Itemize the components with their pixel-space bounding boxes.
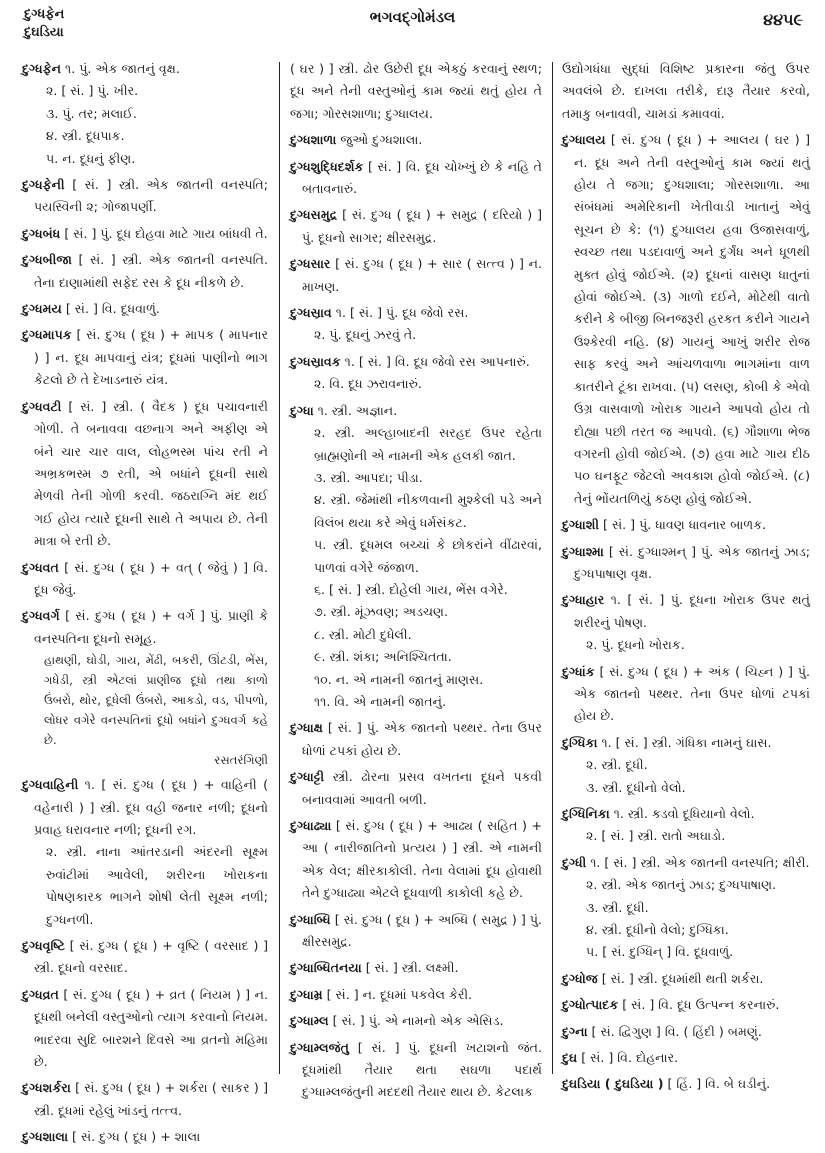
entry-headword: દુગ્ધાટ્ટી <box>290 769 325 785</box>
entry-headword: દુગ્ધસ્રાવ <box>290 305 332 321</box>
entry-sense: ૫. ન. દૂધનું ફીણ. <box>46 150 136 166</box>
entry-headword: દુગ્ધશાળા <box>290 132 337 148</box>
entry-text: [ સં. દુગ્ધ ( દૂધ ) + આઢ્ય ( સહિત ) + આ ( નારીજાતિનો પ્રત્યય ) ] સ્ત્રી. એ નામની એક વેલ; ક્ષીરકાકોલી. તેના વેલામાં દૂધ હોવાથી તેને દુગ્ધાઢ્યા એટલે દૂધવાળી કાકોલી કહે છે. <box>302 818 542 901</box>
entry-headword: દુગ્ધસાર <box>290 256 331 272</box>
entry-text: [ સં. ] પું. દૂધની ખટાશનો જંત. દૂધમાંથી તૈયાર થતા સઘળા પદાર્થ દુગ્ધામ્લજંતુની મદદથી તૈયાર થાય છે. કેટલાક <box>302 1039 542 1100</box>
entry-text: [ સં. ] સ્ત્રી. લક્ષ્મી. <box>361 960 459 976</box>
entry-sense: ૭. સ્ત્રી. મૂંઝવણ; અડચણ. <box>314 604 449 620</box>
first-guide-word: દુગ્ધફેન <box>24 7 65 22</box>
entry-definition <box>22 396 268 553</box>
entry-definition <box>22 298 268 320</box>
entry-headword: દુગ્ધાશી <box>562 517 600 533</box>
entry-text: ૧. [ સં. ] પું. દૂધ જેવો રસ. <box>331 305 469 321</box>
entry-definition <box>22 1077 268 1122</box>
entry-text: [ સં. ] પું. ધાવણ ધાવનાર બાળક. <box>599 517 767 533</box>
entry-text: ૧. [ સં. દુગ્ધ ( દૂધ ) + વાહિની ( વહેનારી ) ] સ્ત્રી. દૂધ વહી જનાર નળી; દૂધનો પ્રવાહ ધરાવનાર નળી; દૂધની રગ. <box>34 777 268 837</box>
entry-sense: ૨. પું. દૂધનું ઝરવું તે. <box>314 327 417 343</box>
dictionary-entry <box>22 1077 268 1122</box>
entry-headword: દુગ્ધસ્રાવક <box>290 353 341 369</box>
entry-text: ૧. [ સં. ] સ્ત્રી. એક જાતની વનસ્પતિ; ક્ષીરી. <box>586 854 810 870</box>
entry-definition <box>290 1037 542 1104</box>
entry-definition <box>22 557 268 602</box>
entry-definition <box>22 58 268 80</box>
entry-definition <box>22 1126 268 1148</box>
entry-text: ૧. [ સં. ] પું. દૂધના ખોરાક ઉપર થતું શરીરનું પોષણ. <box>574 592 810 630</box>
entry-headword: દુગ્ધફેન <box>22 61 62 76</box>
dictionary-column-1 <box>22 58 268 1153</box>
entry-headword: દુઘડિયા ( દુઘડિયા ) <box>562 1076 664 1092</box>
entry-text: [ સં. દુગ્ધ ( દૂધ ) + વૃષ્ટિ ( વરસાદ ) ] સ્ત્રી. દૂધનો વરસાદ. <box>34 938 268 976</box>
entry-definition <box>290 253 542 298</box>
dictionary-entry <box>290 156 542 201</box>
entry-quotation <box>34 650 268 770</box>
entry-definition <box>290 717 542 762</box>
dictionary-entry <box>22 249 268 294</box>
entry-headword: દુગ્ધશાલા <box>22 1129 69 1145</box>
dictionary-entry <box>290 717 542 762</box>
entry-text: [ સં. ] વિ. દૂધ ઉત્પન્ન કરનારું. <box>618 997 780 1013</box>
entry-sense: ૫. સ્ત્રી. દૂધમલ બચ્ચાં કે છોકરાંને વીંઢારવાં, પાળવાં વગેરે જંજાળ. <box>314 537 542 575</box>
entry-definition <box>290 400 542 422</box>
entry-text: ૧. પું. એક જાતનું વૃક્ષ. <box>61 61 180 76</box>
dictionary-entry <box>22 396 268 553</box>
entry-definition <box>22 605 268 650</box>
continued-text: ( ઘર ) ] સ્ત્રી. ઢોર ઉછેરી દૂધ એકઠું કરવાનું સ્થળ; દૂધ અને તેની વસ્તુઓનું કામ જ્યાં થતું હોય તે જગા; ગોરસશાળા; દુગ્ધાલય. <box>290 61 542 121</box>
entry-headword: દુગ્ધમાપક <box>22 327 72 343</box>
entry-text: [ સં. દુગ્ધ ( દૂધ ) + માપક ( માપનાર ) ] ન. દૂધ માપવાનું યંત્ર; દૂધમાં પાણીનો ભાગ કેટલો છે તે દેખાડનારું યંત્ર. <box>34 327 268 388</box>
entry-headword: દુગ્ધવાહિની <box>22 777 79 793</box>
entry-headword: દુગ્ધાંક <box>562 663 595 679</box>
entry-definition <box>290 156 542 201</box>
page-number: ૪૪૫૯ <box>763 10 803 29</box>
entry-headword: દુગ્ધા <box>290 402 314 418</box>
entry-headword: દુગ્ધફેની <box>22 177 65 193</box>
entry-definition <box>562 129 810 510</box>
entry-headword: દુગ્ધોજ <box>562 970 598 986</box>
entry-sense: ૩. પું. તર; મલાઈ. <box>46 105 137 121</box>
entry-text: [ સં. ] પું. એક જાતનો પથ્થર. તેના ઉપર ધોળાં ટપકાં હોય છે. <box>302 720 542 758</box>
dictionary-entry <box>562 732 810 799</box>
entry-definition <box>562 1047 810 1069</box>
entry-headword: દુગ્ધબીજા <box>22 252 72 268</box>
dictionary-entry <box>290 1010 542 1032</box>
dictionary-entry <box>562 514 810 536</box>
dictionary-entry <box>22 935 268 980</box>
entry-sense: ૧૧. વિ. એ નામની જાતનું. <box>314 693 446 709</box>
dictionary-entry <box>562 661 810 728</box>
entry-definition <box>562 1021 810 1043</box>
entry-text: [ સં. ] વિ. દૂધ ચોખ્ખું છે કે નહિ તે બતાવનારું. <box>302 158 542 197</box>
entry-definition <box>290 957 542 979</box>
entry-text: [ સં. દ્વિગુણ ] વિ. ( હિંદી ) બમણું. <box>587 1023 762 1039</box>
entry-headword: દુગ્ધશર્કરા <box>22 1080 71 1096</box>
entry-definition <box>290 984 542 1006</box>
entry-headword: દુગ્ધમય <box>22 301 62 317</box>
entry-headword: દુગ્ધાહાર <box>562 592 605 608</box>
entry-definition <box>22 174 268 219</box>
entry-definition <box>22 984 268 1074</box>
entry-definition <box>562 994 810 1016</box>
entry-definition <box>290 351 542 373</box>
entry-sense: ૧૦. ન. એ નામની જાતનું માણસ. <box>314 671 484 687</box>
entry-headword: દુગ્ધસમુદ્ર <box>290 207 338 223</box>
entry-headword: દુગ્ધશુદ્ધિદર્શક <box>290 158 364 174</box>
entry-text: [ સં. દુગ્ધ ( દૂધ ) + વર્ગ ] પું. પ્રાણી કે વનસ્પતિના દૂધનો સમૂહ. <box>34 608 268 646</box>
entry-text: [ સં. દુગ્ધ ( દૂધ ) + વત્ ( જેવું ) ] વિ. દૂધ જેવું. <box>34 559 268 597</box>
entry-text: [ સં. દુગ્ધ ( દૂધ ) + શાલા <box>68 1129 201 1145</box>
entry-sense: ૪. સ્ત્રી. દૂધપાક. <box>46 128 125 144</box>
dictionary-entry <box>22 298 268 320</box>
dictionary-entry <box>562 1047 810 1069</box>
dictionary-entry <box>562 129 810 510</box>
entry-text: [ સં. દુગ્ધ ( દૂધ ) + વ્રત ( નિયમ ) ] ન. દૂધથી બનેલી વસ્તુઓનો ત્યાગ કરવાનો નિયમ. ભાદરવા સુદિ બારશને દિવસે આ વ્રતનો મહિમા છે. <box>34 986 268 1070</box>
column-divider <box>552 62 553 1074</box>
entry-text: [ સં. દુગ્ધ ( દૂધ ) + અંક ( ચિહ્ન ) ] પું. એક જાતનો પથ્થર. તેના ઉપર ધોળાં ટપકાં હોય છે. <box>574 663 810 724</box>
entry-text: [ હિં. ] વિ. બે ઘડીનું. <box>663 1076 771 1092</box>
entry-definition <box>562 803 810 825</box>
entry-headword: દુગ્ધાક્ષ <box>290 720 323 736</box>
entry-headword: દુગ્ધાબ્ધિતનયા <box>290 960 362 976</box>
entry-text: [ સં. દુગ્ધ ( દૂધ ) + શર્કરા ( સાકર ) ] સ્ત્રી. દૂધમાં રહેલું ખાંડનું તત્ત્વ. <box>34 1080 268 1118</box>
entry-headword: દુગ્ધાલય <box>562 132 606 148</box>
entry-definition <box>22 223 268 245</box>
dictionary-entry <box>22 774 268 931</box>
entry-headword: દુગ્ધાઢ્યા <box>290 818 332 833</box>
entry-sense: ૨. સ્ત્રી. નાના આંતરડાની અંદરની સૂક્ષ્મ રુવાંટીમાં આવેલી, શરીરના ખોરાકના પોષણકારક ભાગને શોષી લેતી સૂક્ષ્મ નળી; દુગ્ધનળી. <box>46 844 268 927</box>
entry-headword: દુગ્ધિકા <box>562 734 598 750</box>
entry-sense: ૨. સ્ત્રી. અલ્હાબાદની સરહદ ઉપર રહેતા બ્રાહ્મણોની એ નામની એક હલકી જાત. <box>314 425 542 463</box>
dictionary-entry <box>562 589 810 656</box>
entry-sense: ૨. [ સં. ] પું. ખીર. <box>46 83 139 99</box>
entry-definition <box>562 661 810 728</box>
dictionary-entry <box>290 1037 542 1104</box>
column-divider <box>279 62 280 1074</box>
book-title: ભગવદ્ગોમંડલ <box>369 8 456 26</box>
quotation-text: હાથણી, ઘોડી, ગાય, મેંઢી, બકરી, ઊંટડી, ભેંસ, ગધેડી, સ્ત્રી એટલાં પ્રાણીજ દૂધો તથા કાળો ઉંબરો, થોર, દૂધેલી ઉંબરો, આકડો, વડ, પીપળો, લોધર વગેરે વનસ્પતિનાં દૂધો બધાંને દુગ્ધવર્ગ કહે છે. <box>44 653 268 748</box>
entry-sense: ૬. [ સં. ] સ્ત્રી. દોહેલી ગાય, ભેંસ વગેરે. <box>314 581 508 597</box>
entry-definition <box>290 815 542 905</box>
dictionary-entry <box>562 803 810 848</box>
entry-definition <box>290 766 542 811</box>
entry-text: [ સં. ] પું. એ નામનો એક એસિડ. <box>328 1013 504 1029</box>
entry-definition <box>290 302 542 324</box>
entry-definition <box>562 1073 810 1095</box>
entry-sense: ૪. સ્ત્રી. જેમાંથી નીકળવાની મુશ્કેલી પડે અને વિલંબ થયા કરે એવું ધર્મસંકટ. <box>314 492 542 530</box>
entry-sense: ૪. સ્ત્રી. દૂધીનો વેલો; દુગ્ધિકા. <box>586 922 729 938</box>
entry-definition <box>562 968 810 990</box>
entry-headword: દુગ્ધી <box>562 854 587 870</box>
entry-sense: ૩. સ્ત્રી. આપદા; પીડા. <box>314 469 423 485</box>
dictionary-entry <box>290 129 542 151</box>
entry-text: [ સં. ] પું. દૂધ દોહવા માટે ગાય બાંધવી તે. <box>60 225 268 241</box>
entry-headword: દુગ્ધવર્ગ <box>22 608 60 624</box>
entry-text: ૧. [ સં. ] વિ. દૂધ જેવો રસ આપનારું. <box>340 353 530 369</box>
entry-text: [ સં. દુગ્ધ ( દૂધ ) + સાર ( સત્ત્વ ) ] ન. માખણ. <box>302 256 542 294</box>
entry-definition <box>562 541 810 586</box>
entry-sense: ૨. વિ. દૂધ ઝરાવનારું. <box>314 376 422 392</box>
dictionary-entry <box>562 968 810 990</box>
dictionary-entry <box>22 1126 268 1148</box>
dictionary-entry <box>290 400 542 714</box>
dictionary-entry <box>290 351 542 396</box>
entry-text: [ સં. ] સ્ત્રી. એક જાતની વનસ્પતિ. તેના દાણામાંથી સફેદ રસ કે દૂધ નીકળે છે. <box>34 252 268 290</box>
entry-headword: દુગ્ધવ્રત <box>22 986 59 1002</box>
dictionary-entry <box>290 204 542 249</box>
entry-headword: દુઘ <box>562 1050 578 1066</box>
entry-sense: ૩. સ્ત્રી. દૂધી. <box>586 899 649 915</box>
dictionary-entry <box>22 605 268 770</box>
entry-headword: દુગ્ધવૃષ્ટિ <box>22 938 65 953</box>
entry-sense: ૫. [ સં. દુગ્ધિન્ ] વિ. દૂધવાળું. <box>586 944 734 960</box>
entry-text: [ સં. ] વિ. દૂધવાળું. <box>61 301 160 317</box>
entry-text: [ સં. દુગ્ધ ( દૂધ ) + અબ્ધિ ( સમુદ્ર ) ] પું. ક્ષીરસમુદ્ર. <box>302 911 542 950</box>
last-guide-word: દુઘડિયા <box>24 25 64 40</box>
entry-sense: ૨. પું. દૂધનો ખોરાક. <box>586 637 685 653</box>
entry-headword: દુગ્ના <box>562 1023 588 1039</box>
entry-headword: દુગ્ધોત્પાદક <box>562 997 619 1013</box>
dictionary-entry <box>290 957 542 979</box>
entry-text: ૧. સ્ત્રી. કડવો દૂધિયાનો વેલો. <box>609 806 755 821</box>
entry-headword: દુગ્ધાશ્મા <box>562 543 604 559</box>
dictionary-entry <box>22 223 268 245</box>
entry-headword: દુગ્ધવટી <box>22 398 62 414</box>
dictionary-entry <box>290 253 542 298</box>
dictionary-entry <box>290 815 542 905</box>
dictionary-entry <box>562 852 810 964</box>
dictionary-entry <box>22 557 268 602</box>
entry-definition <box>290 909 542 954</box>
dictionary-entry <box>290 302 542 347</box>
entry-sense: ૨. સ્ત્રી. દૂધી. <box>586 757 648 773</box>
dictionary-entry <box>290 766 542 811</box>
entry-definition <box>562 732 810 754</box>
entry-headword: દુગ્ધામ્લજંતુ <box>290 1039 349 1055</box>
entry-text: ૧. [ સં. ] સ્ત્રી. ગંધિકા નામનું ઘાસ. <box>597 734 772 750</box>
entry-definition <box>22 324 268 391</box>
entry-definition <box>22 774 268 841</box>
entry-definition <box>22 935 268 980</box>
entry-sense: ૩. સ્ત્રી. દૂધીનો વેલો. <box>586 779 686 795</box>
dictionary-entry <box>562 1021 810 1043</box>
entry-headword: દુગ્ધામ્ર <box>290 986 323 1002</box>
dictionary-entry <box>22 58 268 170</box>
entry-sense: ૨. [ સં. ] સ્ત્રી. રાતો અઘાડો. <box>586 828 726 844</box>
entry-definition <box>290 129 542 151</box>
entry-sense: ૮. સ્ત્રી. મોટી દુધેલી. <box>314 626 412 642</box>
dictionary-entry <box>290 984 542 1006</box>
dictionary-column-3 <box>562 58 810 1100</box>
dictionary-entry <box>562 1073 810 1095</box>
entry-definition <box>562 514 810 536</box>
entry-headword: દુગ્ધવત <box>22 559 59 575</box>
entry-text: [ સં. દુગ્ધ ( દૂધ ) + આલય ( ઘર ) ] ન. દૂધ અને તેની વસ્તુઓનું કામ જ્યાં થતું હોય તે જગા; દુગ્ધશાલા; ગોરસશાળા. આ સંબંધમાં અમેરિકાની ખેતીવાડી ખાતાનું એવું સૂચન છે કે: (૧) દુગ્ધાલય હવા ઉજાસવાળું, સ્વચ્છ તથા પડદાવાળું અને દુર્ગંધ અને ધૂળથી મુક્ત હોવું જોઈએ. (૨) દૂધનાં વાસણ ધાતુનાં હોવાં જોઈએ. (૩) ગાળો દઈને, મોટેથી વાતો કરીને કે બીજી બિનજરૂરી હરકત કરીને ગાયને ઉશ્કેરવી નહિ. (૪) ગાયનું આખું શરીર રોજ સાફ કરવું અને આંચળવાળા ભાગમાંના વાળ કાતરીને ટૂંકા રાખવા. (૫) લસણ, કોબી કે એવો ઉગ્ર વાસવાળો ખોરાક ગાયને આપવો હોય તો દોહ્યા પછી તરત જ આપવો. (૬) ગૌશાળા ભેજ વગરની હોવી જોઈએ. (૭) હવા માટે ગાય દીઠ ૫૦ ઘનફૂટ જેટલો અવકાશ હોવો જોઈએ. (૮) તેનું ભોંયતળિયું કઠણ હોવું જોઈએ. <box>574 132 810 506</box>
dictionary-entry <box>22 984 268 1074</box>
quotation-source: રસતરંગિણી <box>214 753 268 768</box>
dictionary-entry <box>562 994 810 1016</box>
entry-text: [ સં. દુગ્ધાશ્મન્ ] પું. એક જાતનું ઝાડ; દુગ્ધપાષાણ વૃક્ષ. <box>574 543 810 581</box>
entry-text: જુઓ દુગ્ધશાલા. <box>336 132 423 148</box>
entry-headword: દુગ્ધિનિકા <box>562 806 610 821</box>
dictionary-entry <box>290 909 542 954</box>
entry-definition <box>290 1010 542 1032</box>
entry-headword: દુગ્ધામ્લ <box>290 1013 329 1029</box>
entry-text: [ સં. ] ન. દૂધમાં પકવેલ કેરી. <box>322 986 473 1002</box>
entry-text: સ્ત્રી. ઢોરના પ્રસવ વખતના દૂધને પકવી બનાવવામાં આવતી બળી. <box>302 769 542 807</box>
dictionary-column-2 <box>290 58 542 1108</box>
entry-definition <box>290 204 542 249</box>
entry-text: [ સં. ] વિ. દોહનાર. <box>577 1050 679 1066</box>
entry-sense: ૨. સ્ત્રી. એક જાતનું ઝાડ; દુગ્ધપાષાણ. <box>586 877 777 893</box>
entry-text: [ સં. ] સ્ત્રી. એક જાતની વનસ્પતિ; પયસ્વિની ૨; ગોજાપર્ણી. <box>34 177 268 215</box>
entry-text: ૧. સ્ત્રી. અજ્ઞાન. <box>313 402 398 418</box>
dictionary-entry <box>562 541 810 586</box>
continued-text: ઉદ્યોગધંધા સુદ્ધાં વિશિષ્ટ પ્રકારના જંતુ ઉપર અવલંબે છે. દાખલા તરીકે, દારૂ તૈયાર કરવો, તમાકુ બનાવવી, ચામડાં કમાવવાં. <box>562 61 810 121</box>
entry-text: [ સં. ] સ્ત્રી. દૂધમાંથી થતી શર્કરા. <box>597 970 764 986</box>
entry-text: [ સં. ] સ્ત્રી. ( વૈદક ) દૂધ પચાવનારી ગોળી. તે બનાવવા વછનાગ અને અફીણ એ બંને ચાર ચાર વાલ, લોહભસ્મ પાંચ રતી ને અભ્રકભસ્મ ૭ રતી, એ બધાંને દૂધની સાથે મેળવી તેની ગોળી કરવી. જઠરાગ્નિ મંદ થઈ ગઈ હોય ત્યારે દૂધની સાથે તે અપાય છે. તેની માત્રા બે રતી છે. <box>34 398 268 549</box>
entry-definition <box>562 589 810 634</box>
entry-text: [ સં. દુગ્ધ ( દૂધ ) + સમુદ્ર ( દરિયો ) ] પું. દૂધનો સાગર; ક્ષીરસમુદ્ર. <box>302 207 542 245</box>
dictionary-entry <box>22 174 268 219</box>
entry-headword: દુગ્ધાબ્ધિ <box>290 911 331 927</box>
entry-definition <box>562 852 810 874</box>
entry-headword: દુગ્ધબંધ <box>22 225 61 241</box>
entry-definition <box>22 249 268 294</box>
entry-sense: ૯. સ્ત્રી. શંકા; અનિશ્ચિતતા. <box>314 649 452 665</box>
dictionary-entry <box>22 324 268 391</box>
